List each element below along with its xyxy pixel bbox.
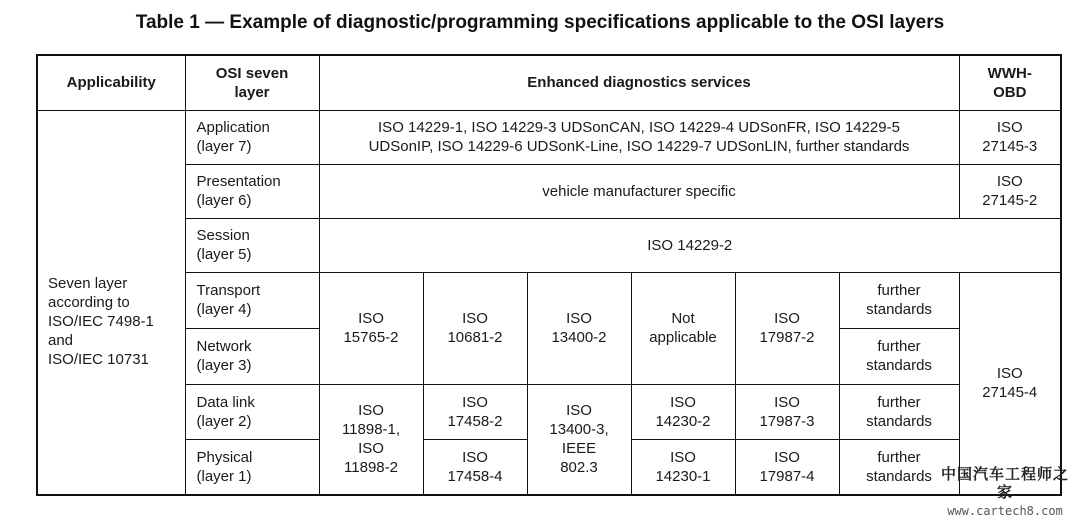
layer-6-wwh-obd: ISO 27145-2 [959,164,1061,218]
tn-col5-cell: ISO 17987-2 [735,272,839,384]
layer-1-col4-cell: ISO 14230-1 [631,439,735,495]
layer-7-wwh-obd: ISO 27145-3 [959,110,1061,164]
layer-3-label: Network (layer 3) [185,328,319,384]
table-row [37,384,1061,439]
layer-7-enhanced: ISO 14229-1, ISO 14229-3 UDSonCAN, ISO 14229-4 UDSonFR, ISO 14229-5 UDSonIP, ISO 14229-6 UDSonK-Line, ISO 14229-7 UDSonLIN, further standards [319,110,959,164]
layer-1-col5-cell: ISO 17987-4 [735,439,839,495]
layer-5-session: ISO 14229-2 [319,218,1061,272]
dp-col3-cell: ISO 13400-3, IEEE 802.3 [527,384,631,495]
watermark-line1: 中国汽车工程师之家 [940,466,1069,501]
layer-5-label: Session (layer 5) [185,218,319,272]
applicability-cell: Seven layer according to ISO/IEC 7498-1 and ISO/IEC 10731 [37,110,185,495]
lower-wwh-obd-cell: ISO 27145-4 [959,272,1061,495]
tn-col2-cell: ISO 10681-2 [423,272,527,384]
tn-col1-cell: ISO 15765-2 [319,272,423,384]
layer-6-enhanced: vehicle manufacturer specific [319,164,959,218]
layer-7-label: Application (layer 7) [185,110,319,164]
layer-6-label: Presentation (layer 6) [185,164,319,218]
watermark-line2: www.cartech8.com [947,504,1063,518]
header-row [37,55,1061,110]
layer-1-label: Physical (layer 1) [185,439,319,495]
layer-2-label: Data link (layer 2) [185,384,319,439]
tn-col4-cell: Not applicable [631,272,735,384]
header-enhanced-diagnostics: Enhanced diagnostics services [319,55,959,110]
site-watermark [934,466,1076,520]
osi-spec-table [36,54,1062,496]
table-title: Table 1 — Example of diagnostic/programming specifications applicable to the OSI layers [135,12,945,33]
layer-4-label: Transport (layer 4) [185,272,319,328]
table-row [37,272,1061,328]
table-row [37,164,1061,218]
layer-3-col6-cell: further standards [839,328,959,384]
layer-1-col6-cell: further standards [839,439,959,495]
header-applicability: Applicability [37,55,185,110]
layer-1-col2-cell: ISO 17458-4 [423,439,527,495]
layer-2-col6-cell: further standards [839,384,959,439]
header-wwh-obd: WWH- OBD [959,55,1061,110]
dp-col1-cell: ISO 11898-1, ISO 11898-2 [319,384,423,495]
layer-2-col5-cell: ISO 17987-3 [735,384,839,439]
header-osi-layer: OSI seven layer [185,55,319,110]
table-row [37,110,1061,164]
tn-col3-cell: ISO 13400-2 [527,272,631,384]
layer-2-col2-cell: ISO 17458-2 [423,384,527,439]
layer-2-col4-cell: ISO 14230-2 [631,384,735,439]
layer-4-col6-cell: further standards [839,272,959,328]
table-row [37,218,1061,272]
